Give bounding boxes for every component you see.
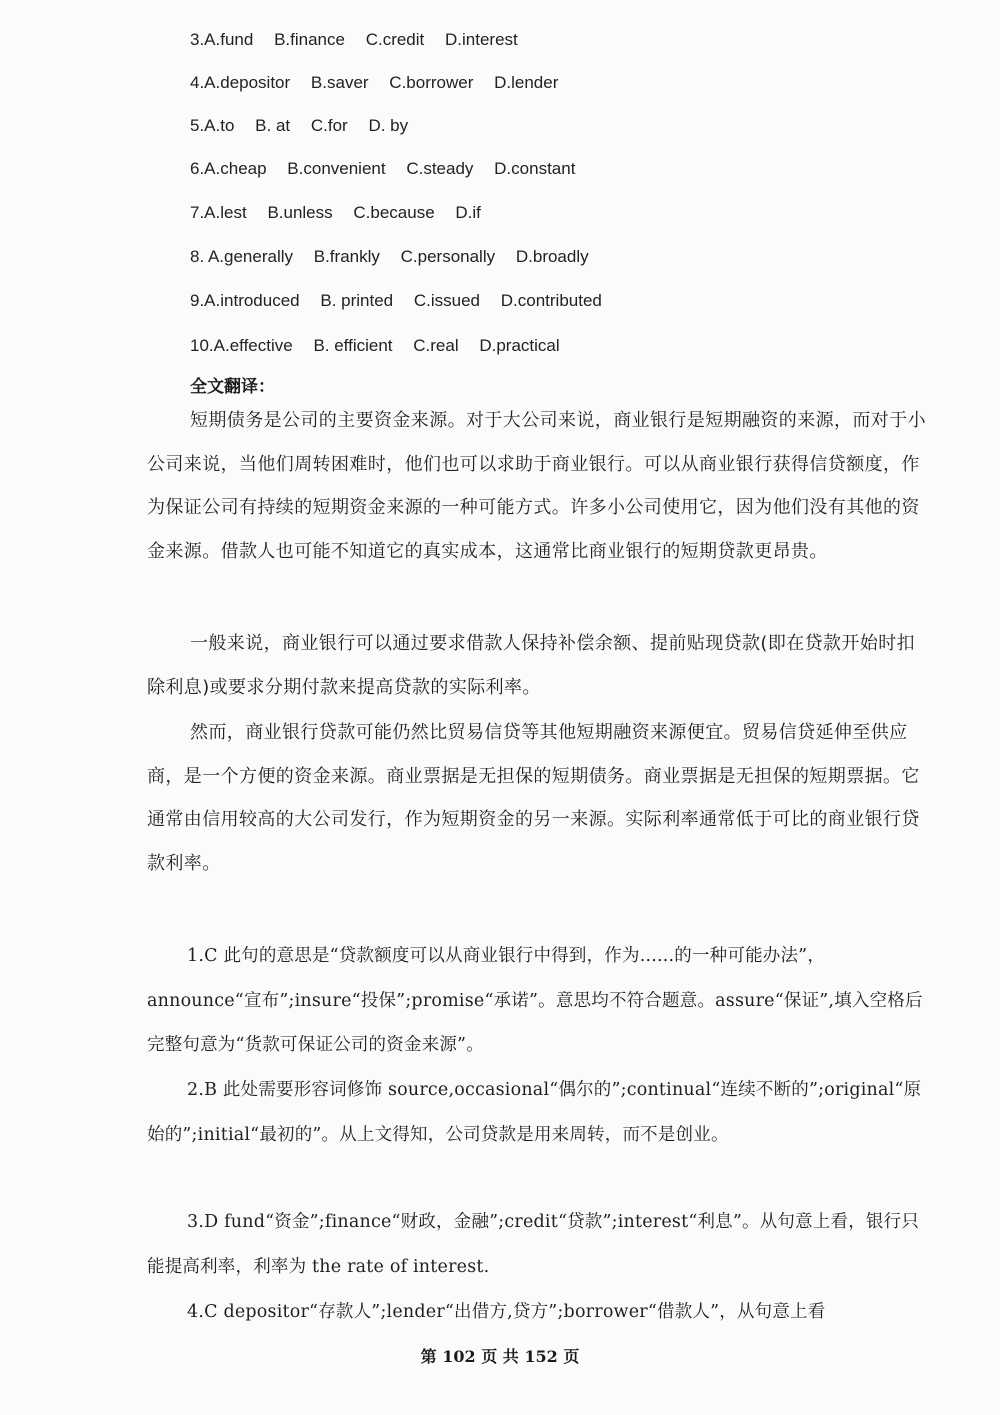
option-row-6 <box>190 159 591 179</box>
option-text: B. printed <box>320 291 394 310</box>
option-text: C.for <box>310 116 348 135</box>
translation-paragraph-1: 短期债务是公司的主要资金来源。对于大公司来说，商业银行是短期融资的来源，而对于小公司来说，当他们周转困难时，他们也可以求助于商业银行。可以从商业银行获得信贷额度，作为保证公司有持续的短期资金来源的一种可能方式。许多小公司使用它，因为他们没有其他的资金来源。借款人也可能不知道它的真实成本，这通常比商业银行的短期贷款更昂贵。 <box>147 410 926 562</box>
option-text: 9.A.introduced <box>190 291 300 310</box>
option-row-7 <box>190 203 497 223</box>
option-text: B.convenient <box>287 159 386 178</box>
option-text: B. efficient <box>313 336 393 355</box>
translation-heading: 全文翻译： <box>190 377 275 397</box>
option-text: 3.A.fund <box>190 30 254 49</box>
option-text: B.saver <box>310 73 369 92</box>
option-text: 7.A.lest <box>190 203 247 222</box>
option-text: D.interest <box>445 30 518 49</box>
option-text: B.finance <box>274 30 345 49</box>
option-text: D.if <box>455 203 481 222</box>
answer-explanation-2: 2.B 此处需要形容词修饰 source,occasional“偶尔的”;continual“连续不断的”;original“原始的”;initial“最初的”。从上文得知，公司贷款是用来周转，而不是创业。 <box>147 1080 922 1145</box>
option-text: 6.A.cheap <box>190 159 267 178</box>
option-text: D.constant <box>494 159 576 178</box>
answer-explanation-3: 3.D fund“资金”;finance“财政，金融”;credit“贷款”;interest“利息”。从句意上看，银行只能提高利率，利率为 the rate of interest. <box>147 1212 920 1277</box>
option-text: C.personally <box>400 247 496 266</box>
option-text: B.frankly <box>313 247 380 266</box>
option-text: 5.A.to <box>190 116 235 135</box>
option-text: 4.A.depositor <box>190 73 291 92</box>
option-row-10 <box>190 336 576 356</box>
page-number-footer: 第 102 页 共 152 页 <box>420 1347 580 1366</box>
translation-paragraph-3: 然而，商业银行贷款可能仍然比贸易信贷等其他短期融资来源便宜。贸易信贷延伸至供应商，是一个方便的资金来源。商业票据是无担保的短期债务。商业票据是无担保的短期票据。它通常由信用较高的大公司发行，作为短期资金的另一来源。实际利率通常低于可比的商业银行贷款利率。 <box>147 722 920 874</box>
option-text: 10.A.effective <box>190 336 293 355</box>
option-text: B.unless <box>267 203 333 222</box>
option-text: C.real <box>413 336 459 355</box>
option-row-3 <box>190 30 534 50</box>
answer-explanation-1: 1.C 此句的意思是“贷款额度可以从商业银行中得到，作为......的一种可能办法”，announce“宣布”;insure“投保”;promise“承诺”。意思均不符合题意。assure“保证”,填入空格后完整句意为“货款可保证公司的资金来源”。 <box>147 946 923 1055</box>
option-text: C.issued <box>413 291 481 310</box>
option-row-4 <box>190 73 574 93</box>
option-row-8 <box>190 247 605 267</box>
option-text: C.because <box>353 203 435 222</box>
option-row-5 <box>190 116 424 136</box>
option-text: B. at <box>255 116 291 135</box>
option-text: C.borrower <box>389 73 474 92</box>
option-text: D.practical <box>479 336 560 355</box>
option-text: D.broadly <box>515 247 589 266</box>
option-text: D. by <box>368 116 409 135</box>
option-text: 8. A.generally <box>190 247 294 266</box>
option-text: C.steady <box>406 159 474 178</box>
option-row-9 <box>190 291 618 311</box>
translation-paragraph-2: 一般来说，商业银行可以通过要求借款人保持补偿余额、提前贴现贷款(即在贷款开始时扣除利息)或要求分期付款来提高贷款的实际利率。 <box>147 633 916 698</box>
option-text: D.contributed <box>500 291 602 310</box>
option-text: D.lender <box>494 73 559 92</box>
option-text: C.credit <box>365 30 425 49</box>
answer-explanation-4: 4.C depositor“存款人”;lender“出借方,贷方”;borrower“借款人”，从句意上看 <box>187 1302 826 1322</box>
